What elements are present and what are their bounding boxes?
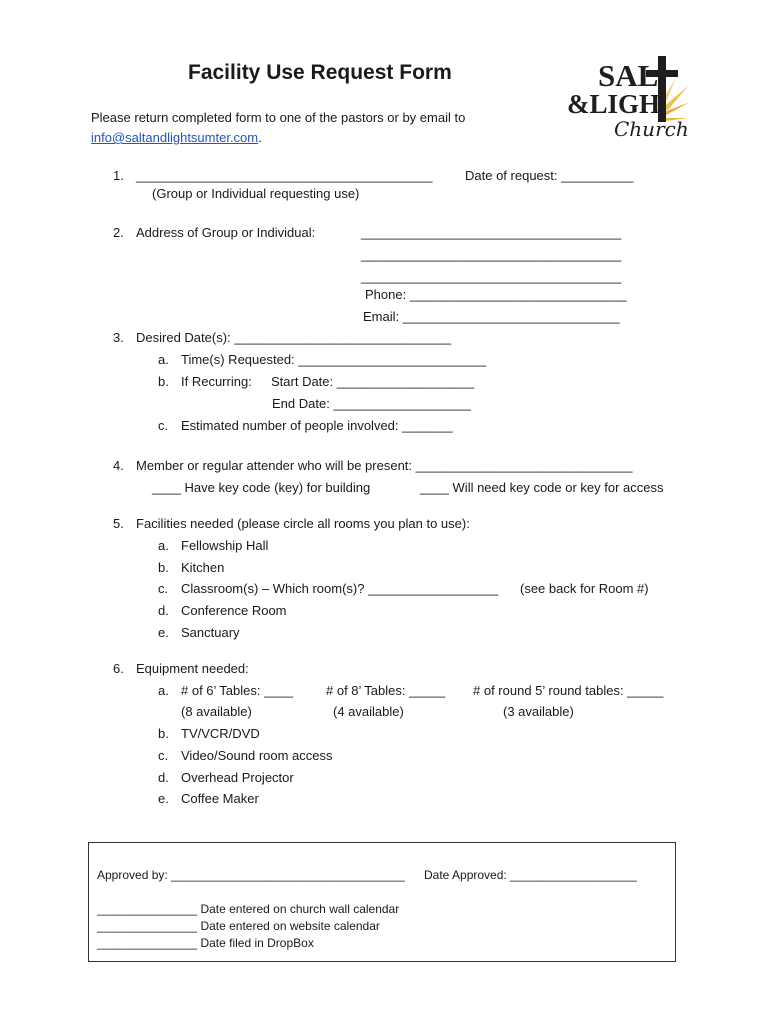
room-conference[interactable]: Conference Room: [181, 603, 287, 618]
email-field[interactable]: Email: ______________________________: [363, 309, 620, 324]
tables-6ft-field[interactable]: # of 6’ Tables: ____: [181, 683, 294, 698]
q2-label: Address of Group or Individual:: [136, 225, 316, 240]
q5-letter-b: b.: [158, 560, 169, 575]
q3-number: 3.: [113, 330, 124, 345]
q4-number: 4.: [113, 458, 124, 473]
page-title: Facility Use Request Form: [188, 61, 452, 84]
website-calendar-line[interactable]: _______________ Date entered on website calendar: [97, 919, 380, 933]
room-kitchen[interactable]: Kitchen: [181, 560, 225, 575]
avail-8ft: (4 available): [333, 704, 404, 719]
desired-dates-field[interactable]: Desired Date(s): ______________________________: [136, 330, 452, 345]
equip-video-sound[interactable]: Video/Sound room access: [181, 748, 333, 763]
q5-letter-a: a.: [158, 538, 169, 553]
q1-number: 1.: [113, 168, 124, 183]
room-fellowship-hall[interactable]: Fellowship Hall: [181, 538, 269, 553]
room-sanctuary[interactable]: Sanctuary: [181, 625, 240, 640]
approved-by-field[interactable]: Approved by: ___________________________________: [97, 868, 405, 882]
phone-field[interactable]: Phone: ______________________________: [365, 287, 627, 302]
avail-round: (3 available): [503, 704, 574, 719]
avail-6ft: (8 available): [181, 704, 252, 719]
q5-letter-e: e.: [158, 625, 169, 640]
equip-coffee-maker[interactable]: Coffee Maker: [181, 791, 259, 806]
address-line-2[interactable]: ____________________________________: [361, 247, 622, 262]
round-tables-field[interactable]: # of round 5’ round tables: _____: [473, 683, 664, 698]
q1-sublabel: (Group or Individual requesting use): [152, 186, 360, 201]
q5-letter-d: d.: [158, 603, 169, 618]
logo-line2: &LIGH: [567, 89, 661, 119]
intro-text: Please return completed form to one of the pastors or by email to: [91, 110, 466, 125]
people-involved-field[interactable]: Estimated number of people involved: _______: [181, 418, 453, 433]
q6-letter-c: c.: [158, 748, 169, 763]
q5-number: 5.: [113, 516, 124, 531]
q1-name-field[interactable]: _________________________________________: [136, 168, 433, 183]
logo-line1: SAL: [598, 58, 659, 93]
email-suffix: .: [258, 130, 262, 145]
tables-8ft-field[interactable]: # of 8’ Tables: _____: [326, 683, 446, 698]
see-back-note: (see back for Room #): [520, 581, 649, 596]
email-line: [91, 130, 262, 145]
q6-number: 6.: [113, 661, 124, 676]
q5-letter-c: c.: [158, 581, 169, 596]
date-approved-field[interactable]: Date Approved: ___________________: [424, 868, 637, 882]
logo-line3: Church: [614, 117, 689, 141]
email-link[interactable]: info@saltandlightsumter.com: [91, 130, 259, 145]
q5-label: Facilities needed (please circle all rooms you plan to use):: [136, 516, 470, 531]
q6-letter-b: b.: [158, 726, 169, 741]
office-use-box: [88, 842, 676, 962]
need-key-option[interactable]: ____ Will need key code or key for access: [420, 480, 664, 495]
q3-c-letter: c.: [158, 418, 169, 433]
q6-letter-a: a.: [158, 683, 169, 698]
q2-number: 2.: [113, 225, 124, 240]
q3-b-letter: b.: [158, 374, 169, 389]
logo-graphic: [562, 52, 692, 144]
church-logo: [562, 52, 692, 144]
start-date-field[interactable]: Start Date: ___________________: [271, 374, 475, 389]
equip-tv[interactable]: TV/VCR/DVD: [181, 726, 260, 741]
recurring-label: If Recurring:: [181, 374, 252, 389]
q3-a-letter: a.: [158, 352, 169, 367]
q6-letter-d: d.: [158, 770, 169, 785]
times-requested-field[interactable]: Time(s) Requested: __________________________: [181, 352, 487, 367]
wall-calendar-line[interactable]: _______________ Date entered on church wall calendar: [97, 902, 400, 916]
member-present-field[interactable]: Member or regular attender who will be present: ______________________________: [136, 458, 633, 473]
room-classrooms[interactable]: Classroom(s) – Which room(s)? __________________: [181, 581, 499, 596]
q6-label: Equipment needed:: [136, 661, 249, 676]
address-line-3[interactable]: ____________________________________: [361, 269, 622, 284]
q6-letter-e: e.: [158, 791, 169, 806]
dropbox-line[interactable]: _______________ Date filed in DropBox: [97, 936, 314, 950]
have-key-option[interactable]: ____ Have key code (key) for building: [152, 480, 371, 495]
address-line-1[interactable]: ____________________________________: [361, 225, 622, 240]
q1-date-request[interactable]: Date of request: __________: [465, 168, 634, 183]
equip-projector[interactable]: Overhead Projector: [181, 770, 294, 785]
end-date-field[interactable]: End Date: ___________________: [272, 396, 471, 411]
